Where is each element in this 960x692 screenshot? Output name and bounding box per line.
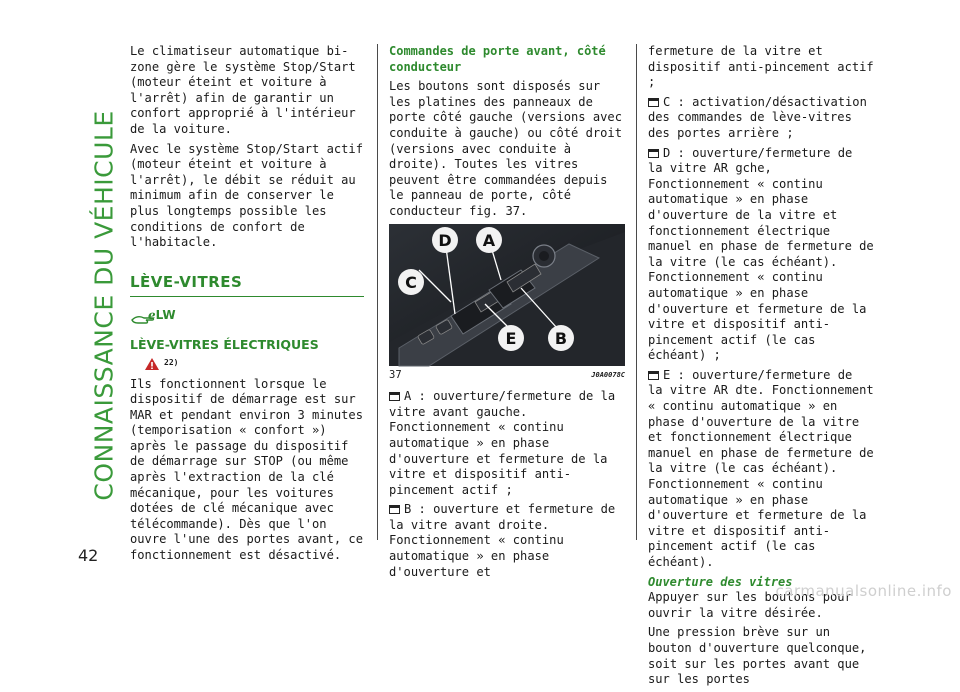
chapter-side-title: CONNAISSANCE DU VÉHICULE — [89, 109, 119, 501]
column-divider-2 — [636, 44, 637, 540]
callout-label-a: A — [482, 230, 496, 250]
subheading-opening-windows: Ouverture des vitres — [648, 574, 793, 589]
list-item-c: C : activation/désactivation des commandes de lève-vitres des portes arrière ; — [648, 94, 867, 140]
column-divider-1 — [377, 44, 378, 540]
warning-icon — [144, 357, 160, 371]
bullet-icon — [648, 149, 659, 158]
callout-label-d: D — [438, 230, 452, 250]
column-1 — [130, 44, 364, 568]
watermark: carmanualsonline.info — [775, 582, 952, 600]
list-item-e: E : ouverture/fermeture de la vitre AR dte. Fonctionnement « continu automatique » en phase d'ouverture de la vitre et fonctionnement électrique manuel en phase de fermeture de la vitre (le cas échéant). Fonctionnement « continu automatique » en phase d'ouverture et fermeture de la vitre et dispositif anti-pincement actif (le cas échéant). — [648, 367, 874, 569]
column-2 — [389, 44, 625, 584]
figure-caption — [389, 368, 625, 384]
bullet-icon — [389, 505, 400, 514]
svg-text:ℯLW: ℯLW — [148, 308, 176, 323]
bullet-icon — [389, 392, 400, 401]
paragraph-press-buttons: Appuyer sur les boutons pour ouvrir la vitre désirée. — [648, 590, 852, 620]
list-item-d: D : ouverture/fermeture de la vitre AR gche, Fonctionnement « continu automatique » en phase d'ouverture de la vitre et fonctionnement électrique manuel en phase de fermeture de la vitre (le cas échéant). Fonctionnement « continu automatique » en phase d'ouverture et fermeture de la vitre et dispositif anti-pincement actif (le cas échéant) ; — [648, 145, 874, 363]
paragraph-stop-start-1: Le climatiseur automatique bi-zone gère le système Stop/Start (moteur éteint et voiture à l'arrêt) afin de garantir un confort approprié à l'intérieur de la voiture. — [130, 44, 356, 136]
list-item-b: B : ouverture et fermeture de la vitre avant droite. Fonctionnement « continu automatique » en phase d'ouverture et — [389, 502, 616, 579]
page-number: 42 — [78, 546, 99, 565]
continued-text: fermeture de la vitre et dispositif anti-pincement actif ; — [648, 44, 874, 90]
manual-hand-icon-row — [130, 307, 364, 327]
figure-number: 37 — [389, 368, 402, 381]
subsection-heading: Commandes de porte avant, côté conducteur — [389, 44, 606, 74]
note-reference: 22) — [164, 357, 179, 367]
callout-label-c: C — [405, 272, 417, 292]
callout-label-e: E — [505, 328, 517, 348]
subsection-title: LÈVE-VITRES ÉLECTRIQUES — [130, 337, 319, 353]
bullet-icon — [648, 98, 659, 107]
paragraph-operation: Ils fonctionnent lorsque le dispositif de démarrage est sur MAR et pendant environ 3 minutes (temporisation « confort ») après le passage du dispositif de démarrage sur STOP (ou même après l'extraction de la clé mécanique, pour les voitures dotées de clé mécanique avec télécommande). Dès que l'on ouvre l'une des portes avant, ce fonctionnement est désactivé. — [130, 376, 363, 563]
paragraph-short-press: Une pression brève sur un bouton d'ouverture quelconque, soit sur les portes avant que sur les portes — [648, 625, 867, 687]
figure-code: J0A0078C — [591, 370, 625, 379]
door-switch-panel-image — [389, 224, 625, 366]
bullet-icon — [648, 371, 659, 380]
paragraph-stop-start-2: Avec le système Stop/Start actif (moteur éteint et voiture à l'arrêt), le débit se réduit au minimum afin de conserver le plus longtemps possible les conditions de confort de l'habitacle. — [130, 141, 363, 250]
callout-label-b: B — [554, 328, 568, 348]
warning-note — [144, 355, 364, 371]
paragraph-buttons: Les boutons sont disposés sur les platines des panneaux de porte côté gauche (versions avec conduite à gauche) ou côté droit (versions avec conduite à droite). Toutes les vitres peuvent être commandées depuis le panneau de porte, côté conducteur fig. 37. — [389, 79, 622, 218]
hand-pointer-icon — [130, 307, 176, 327]
figure-window-controls — [389, 224, 625, 366]
list-item-a: A : ouverture/fermeture de la vitre avant gauche. Fonctionnement « continu automatique » en phase d'ouverture et fermeture de la vitre et dispositif anti-pincement actif ; — [389, 389, 616, 497]
section-title: LÈVE-VITRES — [130, 275, 364, 298]
